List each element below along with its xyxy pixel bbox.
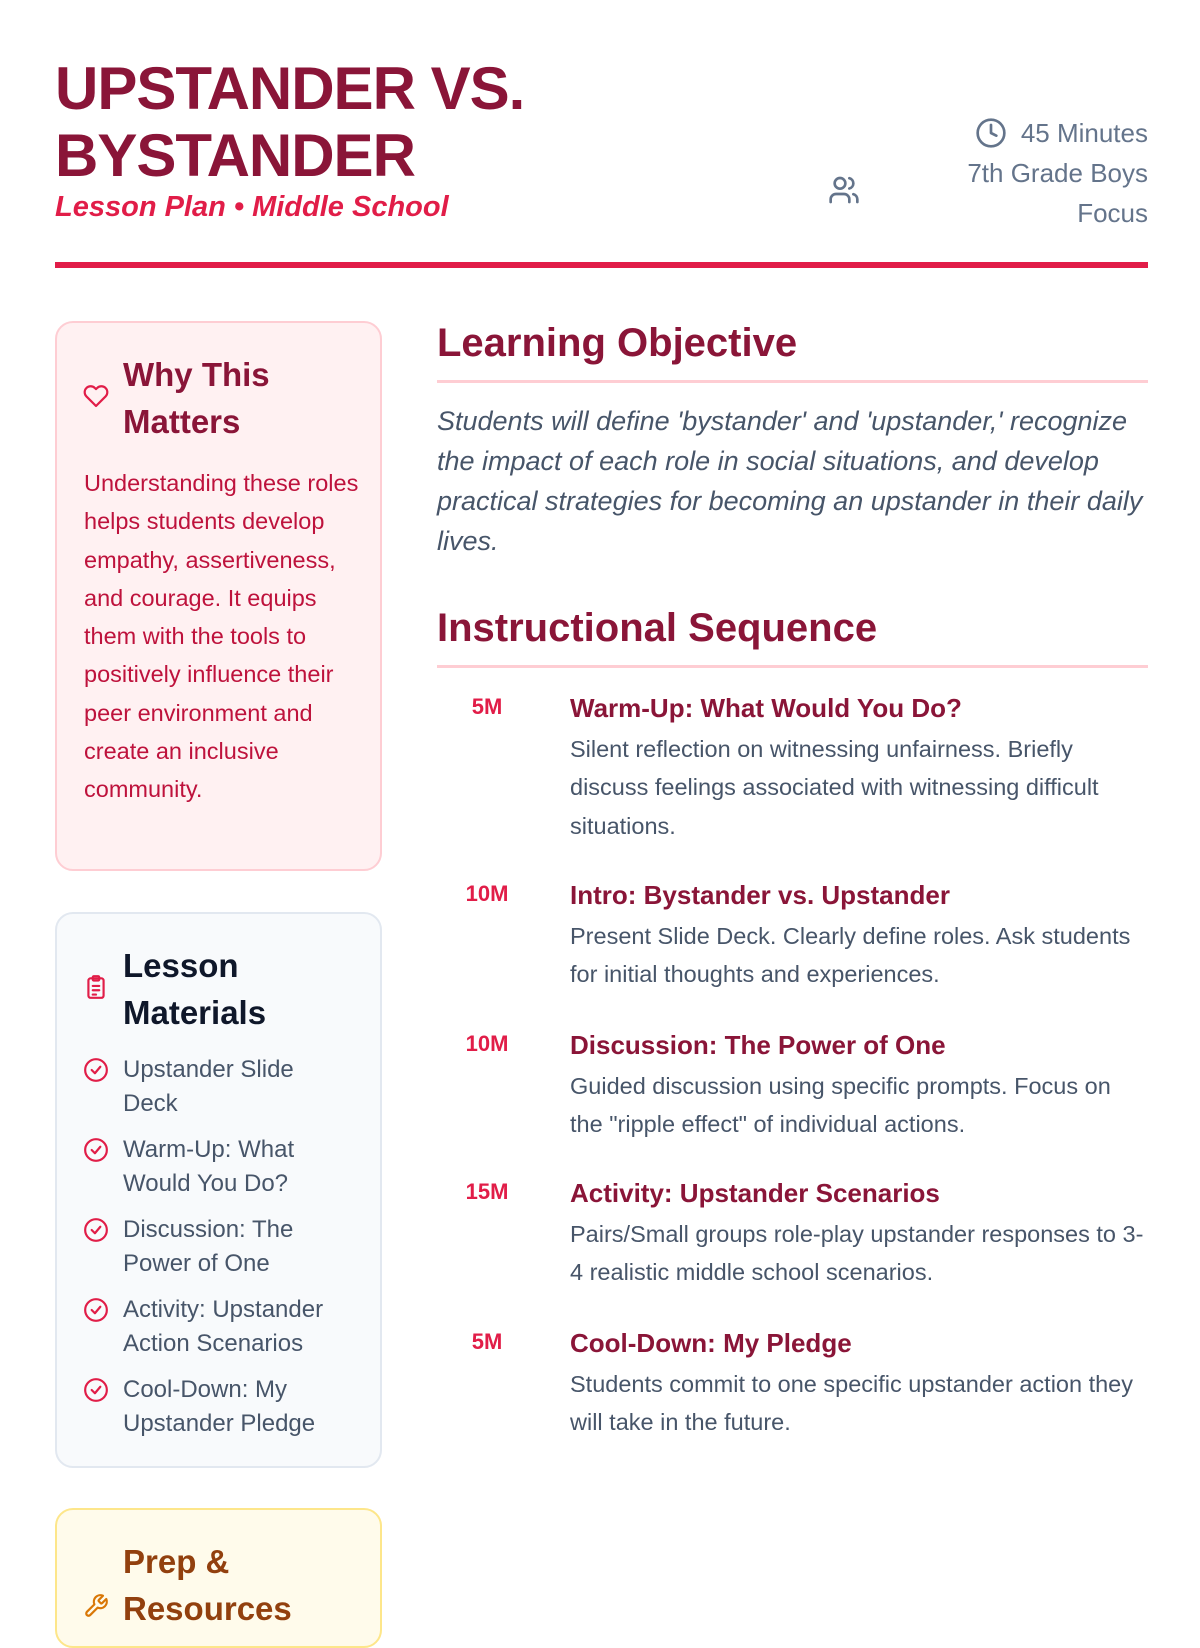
why-card-header — [83, 351, 303, 445]
list-item — [83, 1293, 353, 1373]
material-label: Cool-Down: My Upstander Pledge — [123, 1376, 316, 1437]
step-duration: 5M — [471, 694, 503, 719]
material-label: Activity: Upstander Action Scenarios — [123, 1296, 324, 1357]
prep-resources-card — [55, 1508, 382, 1648]
objective-text: Students will define 'bystander' and 'upstander,' recognize the impact of each role in social situations, and develop practical strategies for becoming an upstander in their daily lives. — [437, 406, 1143, 556]
check-circle-icon — [83, 1137, 109, 1163]
check-circle-icon — [83, 1057, 109, 1083]
title-line-1: UPSTANDER VS. — [55, 55, 525, 122]
check-circle-icon — [83, 1217, 109, 1243]
why-this-matters-card — [55, 321, 382, 871]
step-title: Intro: Bystander vs. Upstander — [570, 880, 950, 910]
check-circle-icon — [83, 1377, 109, 1403]
page-header — [55, 55, 1148, 268]
clipboard-list-icon — [83, 974, 109, 1000]
list-item — [83, 1213, 353, 1293]
why-card-text: Understanding these roles helps students develop empathy, assertiveness, and courage. It equips them with the tools to positively influence their peer environment and create an inclusive community. — [84, 470, 359, 803]
step-description: Pairs/Small groups role-play upstander responses to 3-4 realistic middle school scenarios. — [570, 1221, 1144, 1286]
why-card-title: Why This Matters — [123, 356, 270, 440]
step-description: Silent reflection on witnessing unfairness. Briefly discuss feelings associated with witnessing difficult situations. — [570, 736, 1099, 839]
lesson-meta — [828, 115, 1148, 235]
duration-text: 45 Minutes — [1020, 118, 1148, 148]
list-item — [83, 1053, 353, 1133]
list-item — [83, 1373, 353, 1453]
step-duration: 10M — [465, 1031, 509, 1056]
step-title: Warm-Up: What Would You Do? — [570, 693, 962, 723]
step-duration: 15M — [465, 1179, 509, 1204]
sequence-list — [437, 686, 1148, 1471]
material-label: Warm-Up: What Would You Do? — [123, 1136, 295, 1197]
sequence-heading: Instructional Sequence — [437, 603, 1148, 668]
check-circle-icon — [83, 1297, 109, 1323]
lesson-materials-card — [55, 912, 382, 1468]
step-duration: 10M — [465, 881, 509, 906]
page-subtitle: Lesson Plan • Middle School — [55, 191, 449, 223]
prep-card-header — [83, 1538, 363, 1632]
step-title: Activity: Upstander Scenarios — [570, 1178, 940, 1208]
material-label: Discussion: The Power of One — [123, 1216, 294, 1277]
title-line-2: BYSTANDER — [55, 122, 415, 189]
sequence-step — [437, 1321, 1148, 1471]
sequence-step — [437, 873, 1148, 1023]
sequence-step — [437, 1023, 1148, 1171]
sequence-step — [437, 686, 1148, 873]
duration-meta — [975, 115, 1148, 151]
materials-card-header — [83, 942, 303, 1036]
prep-card-title: Prep & Resources — [123, 1543, 292, 1627]
sequence-step — [437, 1171, 1148, 1321]
material-label: Upstander Slide Deck — [123, 1056, 294, 1117]
main-content — [437, 318, 1148, 1471]
objective-heading: Learning Objective — [437, 318, 1148, 383]
step-description: Present Slide Deck. Clearly define roles. Ask students for initial thoughts and experiences. — [570, 923, 1131, 988]
step-title: Cool-Down: My Pledge — [570, 1328, 852, 1358]
users-icon — [828, 174, 860, 206]
step-description: Guided discussion using specific prompts. Focus on the "ripple effect" of individual actions. — [570, 1073, 1111, 1138]
wrench-icon — [83, 1593, 109, 1619]
materials-list — [83, 1053, 353, 1453]
page-title — [55, 55, 615, 189]
audience-text: 7th Grade Boys Focus — [967, 158, 1148, 228]
clock-icon — [975, 117, 1007, 149]
materials-card-title: Lesson Materials — [123, 947, 267, 1031]
step-title: Discussion: The Power of One — [570, 1030, 946, 1060]
step-duration: 5M — [471, 1329, 503, 1354]
list-item — [83, 1133, 353, 1213]
heart-icon — [83, 383, 109, 409]
step-description: Students commit to one specific upstander action they will take in the future. — [570, 1371, 1134, 1436]
